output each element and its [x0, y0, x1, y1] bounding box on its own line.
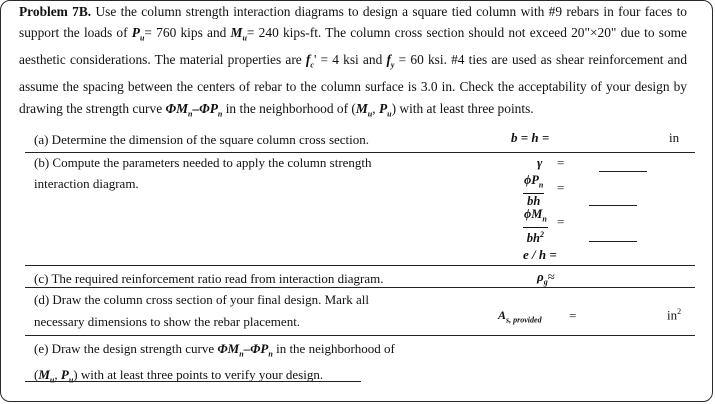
pt-sep: , [372, 100, 379, 116]
part-e-p: P [60, 367, 69, 383]
fy-value: = 60 ksi. #4 ties are used as shear reinforcement and assume the spacing between the centers of rebar to the column surface is 3.0 in. Check the acceptability of your design by drawing the strength curve [19, 52, 688, 116]
fc-sub: c [310, 60, 314, 70]
pt-p: P [378, 100, 388, 116]
fc-symbol: f [305, 52, 311, 68]
f2-eq: = [557, 214, 565, 229]
divider-e [25, 381, 361, 382]
as-provided [498, 308, 542, 324]
part-d-text [34, 289, 369, 333]
mu-sub: u [242, 33, 247, 43]
pu-symbol: P [131, 25, 140, 41]
fy-sub: y [390, 60, 395, 70]
part-e-open: ( [34, 367, 39, 383]
part-e-line2-text: ) with at least three points to verify your design. [73, 367, 324, 383]
problem-text-3: ) with at least three points. [391, 100, 534, 116]
f2-num-sub: n [542, 214, 547, 224]
pu-value: = 760 kips and [144, 25, 231, 41]
problem-text-2: in the neighborhood of ( [222, 100, 356, 116]
f1-num-sub: n [538, 180, 544, 190]
problem-text: Use the column strength interaction diagrams to design a square tied column with #9 rebars in four faces to support the loads of [19, 4, 687, 41]
mn-over-bh2 [523, 207, 548, 245]
part-d-line1: (d) Draw the column cross section of your final design. Mark all [34, 292, 370, 307]
part-b-line1: (b) Compute the parameters needed to apply the column strength [34, 155, 372, 170]
part-e-p-sub: u [68, 375, 74, 385]
rho-symbol: ρ [537, 269, 544, 284]
problem-heading: Problem 7B. [19, 4, 92, 19]
part-d-line2: necessary dimensions to show the rebar placement. [34, 314, 301, 329]
f2-den-sup: 2 [540, 229, 544, 239]
part-e-text-b: in the neighborhood of [272, 341, 395, 356]
f2-answer-line [589, 241, 637, 242]
part-e-curve-sub2: n [268, 349, 273, 359]
gamma-symbol: γ [537, 155, 543, 170]
part-a-symbol: b = h = [511, 130, 550, 145]
divider-d [25, 335, 695, 336]
pn-over-bh [523, 173, 544, 208]
divider-c [25, 287, 695, 288]
as-unit-sup: 2 [677, 307, 682, 316]
curve-p: –ΦP [192, 100, 218, 116]
part-e-text [34, 339, 395, 391]
divider-b [25, 265, 695, 266]
pt-m-sub: u [367, 109, 373, 119]
fy-symbol: f [386, 52, 391, 68]
f1-answer-line [589, 205, 637, 206]
approx-sign: ≈ [547, 269, 555, 284]
part-e-line2 [34, 365, 395, 391]
f1-eq: = [557, 180, 565, 195]
gamma-eq: = [557, 155, 565, 170]
as-eq: = [569, 308, 577, 323]
fc-value: ' = 4 ksi and [313, 52, 387, 68]
part-a-unit: in [669, 130, 680, 145]
part-e-curve-p: –ΦP [243, 341, 269, 356]
as-unit-text: in [667, 307, 678, 323]
part-e-m: M [38, 367, 50, 383]
part-e-curve-m: ΦM [217, 341, 240, 356]
pt-m: M [355, 100, 368, 116]
as-sub: s, provided [506, 315, 542, 325]
as-unit [667, 307, 681, 323]
curve-sub1: n [188, 109, 193, 119]
e-over-h: e / h = [523, 247, 557, 262]
mu-value: = 240 kips-ft. The column cross section should not exceed 20"×20" due to some aesthetic considerations. The material properties are [19, 25, 687, 68]
gamma-answer-line [599, 171, 647, 172]
rho-g [537, 269, 555, 287]
as-symbol: A [498, 308, 507, 322]
curve-sub2: n [217, 109, 223, 119]
part-e-curve-sub1: n [239, 349, 244, 359]
f1-num: ϕP [524, 173, 539, 187]
part-a-text: (a) Determine the dimension of the square column cross section. [34, 132, 370, 147]
f1-den: bh [527, 193, 541, 208]
part-b-line2: interaction diagram. [34, 175, 139, 191]
curve-m: ΦM [165, 100, 188, 116]
f2-den: bh [526, 230, 540, 245]
part-e-sep: , [54, 367, 61, 383]
f2-num: ϕM [524, 207, 543, 221]
pu-sub: u [139, 33, 145, 43]
part-c-text: (c) The required reinforcement ratio read from interaction diagram. [34, 271, 384, 286]
rho-sub: g [543, 277, 548, 287]
part-e-text-a: (e) Draw the design strength curve [34, 341, 218, 356]
part-e-m-sub: u [49, 375, 55, 385]
part-b-text [34, 153, 372, 194]
part-e-line1 [34, 339, 395, 365]
problem-statement [19, 1, 687, 125]
mu-symbol: M [230, 25, 243, 41]
pt-p-sub: u [387, 109, 392, 119]
